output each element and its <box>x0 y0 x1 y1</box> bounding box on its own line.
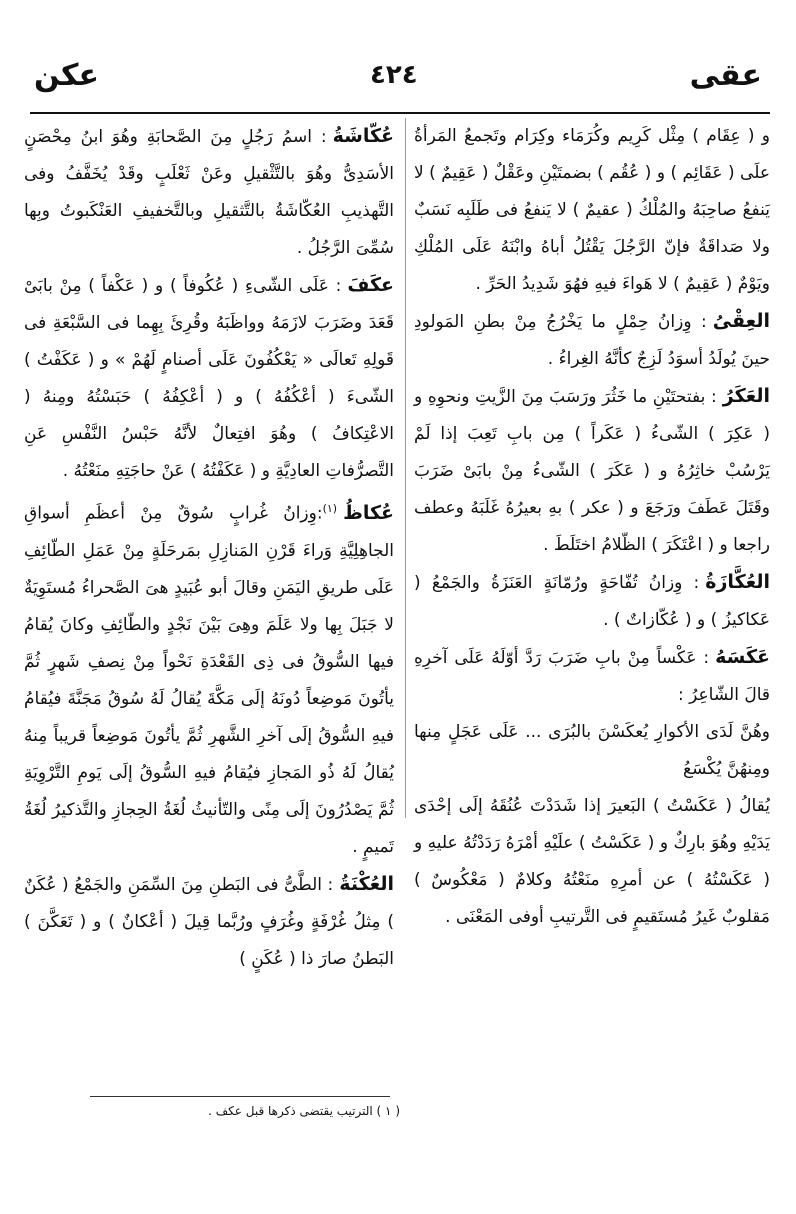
entry-al-iqy: العِقْىُ: وِزانُ حِمْلٍ ما يَخْرُجُ مِنْ بطنِ المَولودِ حينَ يُولَدُ أسوَدُ لَزِجٌ كأنَّهُ الغِراءُ . <box>414 310 770 369</box>
entry-al-ukkaza: العُكَّازَةُ: وِزانُ تُفّاحَةٍ ورُمّانَةٍ العَنَزَةُ والجَمْعُ ( عَكاكيزُ ) و ( عُكّازاتٌ ) . <box>414 571 770 630</box>
left-column <box>24 118 394 978</box>
page-number: ٤٢٤ <box>370 60 418 90</box>
entry-akafa: عكَفَ: عَلَى الشّىءِ ( عُكُوفاً ) و ( عَكْفاً ) مِنْ بابَىْ قَعَدَ وضَرَبَ لازَمَهُ وواظَبَهُ وقُرِئَ بِهِما فى السَّبْعَةِ فى قَولِهِ تَعالَى « يَعْكُفُونَ عَلَى أصنامٍ لَهُمْ » و ( عَكَفْتُ ) الشّىءَ ( أعْكُفُهُ ) و ( أعْكِفُهُ ) حَبَسْتُهُ ومِنهُ ( الاعْتِكافُ ) وهُوَ افتِعالٌ لأنَّهُ حَبْسُ النَّفْسِ عَنِ التَّصرُّفاتِ العادِيَّةِ و ( عَكَفْتُهُ ) عَنْ حاجَتِهِ منَعْتُهُ . <box>24 274 394 481</box>
entry-al-akar: العَكَرُ: بفتحتَيْنِ ما خَثُرَ ورَسَبَ مِنَ الزَّيتِ ونحوِهِ و ( عَكِرَ ) الشّىءُ ( عَكَراً ) مِن بابِ تَعِبَ إذا لَمْ يَرْسُبْ خاثِرُهُ و ( عَكَرَ ) الشّىءُ مِنْ بابَىْ ضَرَبَ وقَتَلَ عَطَفَ ورَجَعَ و ( عكر ) بهِ بعيرُهُ غَلَبَهُ وعطف راجعا و ( اعْتَكَرَ ) الظّلامُ اختَلَطَ . <box>414 385 770 555</box>
headword: عكَفَ <box>347 274 394 296</box>
headword: عُكاظُ <box>343 501 394 524</box>
entry-al-ukna: العُكْنَةُ: الطَّىُّ فى البَطنِ مِنَ السِّمَنِ والجَمْعُ ( عُكَنٌ ) مِثلُ غُرْفَةٍ وغُرَفٍ ورُبَّما قِيلَ ( أعْكانٌ ) و ( تَعَكَّنَ ) البَطنُ صارَ ذا ( عُكَنٍ ) <box>24 872 394 969</box>
headword: العَكَرُ <box>722 385 770 407</box>
footnote-rule <box>90 1096 390 1097</box>
footnote: ( ١ ) الترتيب يقتضى ذكرها قبل عكف . <box>208 1104 400 1118</box>
entry-akasahu: عَكَسَهُ: عَكْساً مِنْ بابِ ضَرَبَ رَدَّ أوّلَهُ عَلَى آخرِهِ قالَ الشّاعِرُ : <box>414 646 770 705</box>
right-column <box>414 118 770 936</box>
entry-aqim-plurals: و ( عِقَام ) مِثْل كَرِيم وكُرَمَاء وكِرَام وتَجمعُ المَرأةُ علَى ( عَقَائِم ) و ( عُقُم ) بضمتَيْنِ وعَقْلٌ ( عَقِيمٌ ) لا يَنفعُ صاحِبَهُ والمُلْكُ ( عقيمٌ ) لا يَنفعُ فى طَلَبِه نَسَبٌ ولا صَداقَةٌ فإنّ الرَّجُلَ يَقْتُلُ أباهُ وابْنَهُ عَلَى المُلْكِ ويَوْمٌ ( عَقِيمٌ ) لا هَواءَ فيهِ فهُوَ شَدِيدُ الحَرِّ . <box>414 126 770 294</box>
entry-ukkasha: عُكّاشَةُ: اسمُ رَجُلٍ مِنَ الصَّحابَةِ وهُوَ ابنُ مِحْصَنٍ الأسَدِىُّ وهُوَ بالتَّثْقيلِ وعَنْ ثَعْلَبٍ وقَدْ يُخَفَّفُ وفى التَّهذيبِ العُكّاشَةُ بالتَّثقيلِ وبالتَّخفيفِ العَنْكَبوتُ وبِها سُمِّىَ الرَّجُلُ . <box>24 125 394 258</box>
entry-akasahu-continued: يُقالُ ( عَكَسْتُ ) البَعيرَ إذا شَدَدْتَ عُنُقَهُ إلَى إحْدَى يَدَيْهِ وهُوَ بارِكٌ و ( عَكَسْتُ ) علَيْهِ أمْرَهُ رَدَدْتُهُ عليهِ و ( عَكَسْتُهُ ) عن أمرِهِ منَعْتُهُ وكلامٌ ( مَعْكُوسٌ ) مَقلوبٌ غَيرُ مُستَقيمٍ فى التَّرتيبِ أوفى المَعْنَى . <box>414 796 770 927</box>
running-head-right: عقى <box>689 58 762 93</box>
poem-verse: وهُنَّ لَدَى الأكوارِ يُعكَسْنَ بالبُرَى ... عَلَى عَجَلٍ مِنها ومِنهُنَّ يُكْسَعُ <box>414 722 770 779</box>
headword: العِقْىُ <box>712 310 770 332</box>
running-head-left: عكن <box>34 58 99 93</box>
headword: عُكّاشَةُ <box>332 125 394 147</box>
headword: العُكْنَةُ <box>339 872 394 895</box>
headword: العُكَّازَةُ <box>705 571 770 593</box>
header-rule <box>30 112 770 114</box>
headword: عَكَسَهُ <box>715 646 770 668</box>
column-divider <box>405 118 406 818</box>
entry-ukaz: عُكاظُ$^{(١)}$:وِزانُ غُرابٍ سُوقٌ مِنْ أعظَمِ أسواقِ الجاهِلِيَّةِ وَراءَ قَرْنِ المَنازِلِ بمَرحَلَةٍ مِنْ عَمَلِ الطّائِفِ عَلَى طريقِ اليَمَنِ وقالَ أبو عُبَيدٍ هىَ الصَّحراءُ مُستَوِيَةٌ لا جَبَلَ بِها ولا عَلَمَ وهِىَ بَيْنَ نَجْدٍ والطّائِفِ وكانَ يُقامُ فيها السُّوقُ فى ذِى القَعْدَةِ نَحْواً مِنْ نِصفِ شَهرٍ ثُمَّ يأتُونَ مَوضِعاً دُونَهُ إلَى مَكَّةَ يُقالُ لَهُ سُوقُ مَجَنَّةَ فيُقامُ فيهِ السُّوقُ إلَى آخرِ الشَّهرِ ثُمَّ يأتُونَ مَوضِعاً قريباً مِنهُ يُقالُ لَهُ ذُو المَجازِ فيُقامُ فيهِ السُّوقُ إلَى يَومِ التَّرْوِيَةِ ثُمَّ يَصْدُرُونَ إلَى مِنًى والتّأنيثُ لُغَةُ الحِجازِ والتَّذكيرُ لُغَةُ تَميمٍ . <box>24 501 394 857</box>
footnote-marker: (١) <box>322 502 338 515</box>
